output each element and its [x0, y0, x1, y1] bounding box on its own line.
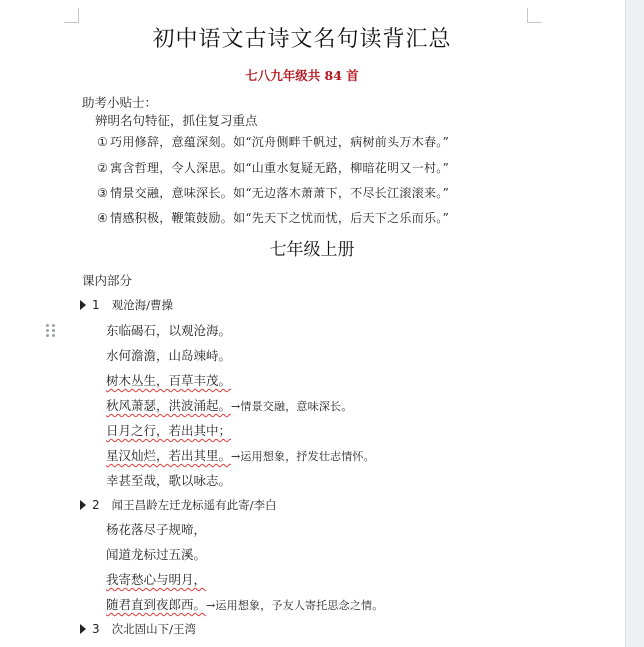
poem-heading[interactable] [80, 297, 173, 313]
scrollbar-track[interactable] [625, 0, 644, 647]
line-text: 闻道龙标过五溪。 [106, 547, 207, 562]
line-text-underlined: 树木丛生，百草丰茂。 [106, 373, 232, 388]
tip-number: ④ [97, 211, 109, 225]
collapse-triangle-icon[interactable] [80, 300, 86, 310]
line-annotation: →运用想象，予友人寄托思念之情。 [206, 599, 384, 612]
tip-text: 寓含哲理，令人深思。如“山重水复疑无路，柳暗花明又一村。” [110, 161, 450, 175]
poem-line [106, 421, 231, 439]
line-text: 东临碣石，以观沧海。 [106, 323, 232, 338]
collapse-triangle-icon[interactable] [80, 500, 86, 510]
poem-number: 2 [92, 498, 100, 512]
tip-item [97, 209, 449, 226]
poem-number: 1 [92, 298, 100, 312]
section-title: 七年级上册 [269, 240, 355, 260]
line-text-underlined: 星汉灿烂，若出其里。 [106, 448, 232, 463]
line-annotation: →情景交融，意味深长。 [231, 400, 353, 413]
document-title: 初中语文古诗文名句读背汇总 [152, 27, 452, 52]
poem-title: 闻王昌龄左迁龙标遥有此寄/李白 [111, 498, 277, 512]
line-annotation: →运用想象，抒发壮志情怀。 [231, 450, 375, 463]
line-text-underlined: 秋风萧瑟，洪波涌起。 [106, 398, 232, 413]
poem-line [106, 371, 231, 389]
line-text-underlined: 随君直到夜郎西。 [106, 597, 207, 612]
crop-mark-top-right [527, 8, 542, 23]
tips-heading: 助考小贴士： [82, 95, 158, 110]
part-label: 课内部分 [82, 273, 133, 288]
poem-line [106, 321, 231, 339]
tip-number: ③ [97, 186, 109, 200]
poem-heading[interactable] [80, 621, 196, 637]
line-text-underlined: 我寄愁心与明月， [106, 572, 207, 587]
poem-heading[interactable] [80, 497, 277, 513]
tip-item [97, 133, 449, 150]
crop-mark-top-left [64, 8, 79, 23]
poem-title: 观沧海/曹操 [111, 298, 174, 312]
collapse-triangle-icon[interactable] [80, 624, 86, 634]
poem-line [106, 570, 206, 588]
poem-number: 3 [92, 622, 100, 636]
tip-text: 情景交融，意味深长。如“无边落木萧萧下，不尽长江滚滚来。” [110, 186, 450, 200]
poem-line [106, 471, 231, 489]
line-text-underlined: 日月之行，若出其中； [106, 423, 232, 438]
tip-text: 巧用修辞，意蕴深刻。如“沉舟侧畔千帆过，病树前头万木春。” [110, 135, 450, 149]
poem-line [106, 545, 206, 563]
tip-number: ② [97, 161, 109, 175]
document-subtitle: 七八九年级共 84 首 [245, 68, 359, 83]
tip-text: 情感积极，鞭策鼓励。如“先天下之忧而忧，后天下之乐而乐。” [110, 211, 450, 225]
poem-line [106, 520, 206, 538]
poem-line [106, 346, 231, 364]
line-text: 幸甚至哉，歌以咏志。 [106, 473, 232, 488]
tip-number: ① [97, 135, 109, 149]
drag-handle-icon[interactable] [46, 324, 56, 338]
poem-line [106, 396, 352, 414]
line-text: 水何澹澹，山岛竦峙。 [106, 348, 232, 363]
tip-item [97, 184, 449, 201]
tip-item [97, 159, 449, 176]
tips-subheading: 辨明名句特征，抓住复习重点 [95, 113, 258, 128]
poem-line [106, 595, 383, 613]
line-text: 杨花落尽子规啼， [106, 522, 207, 537]
poem-line [106, 446, 375, 464]
poem-title: 次北固山下/王湾 [111, 622, 197, 636]
